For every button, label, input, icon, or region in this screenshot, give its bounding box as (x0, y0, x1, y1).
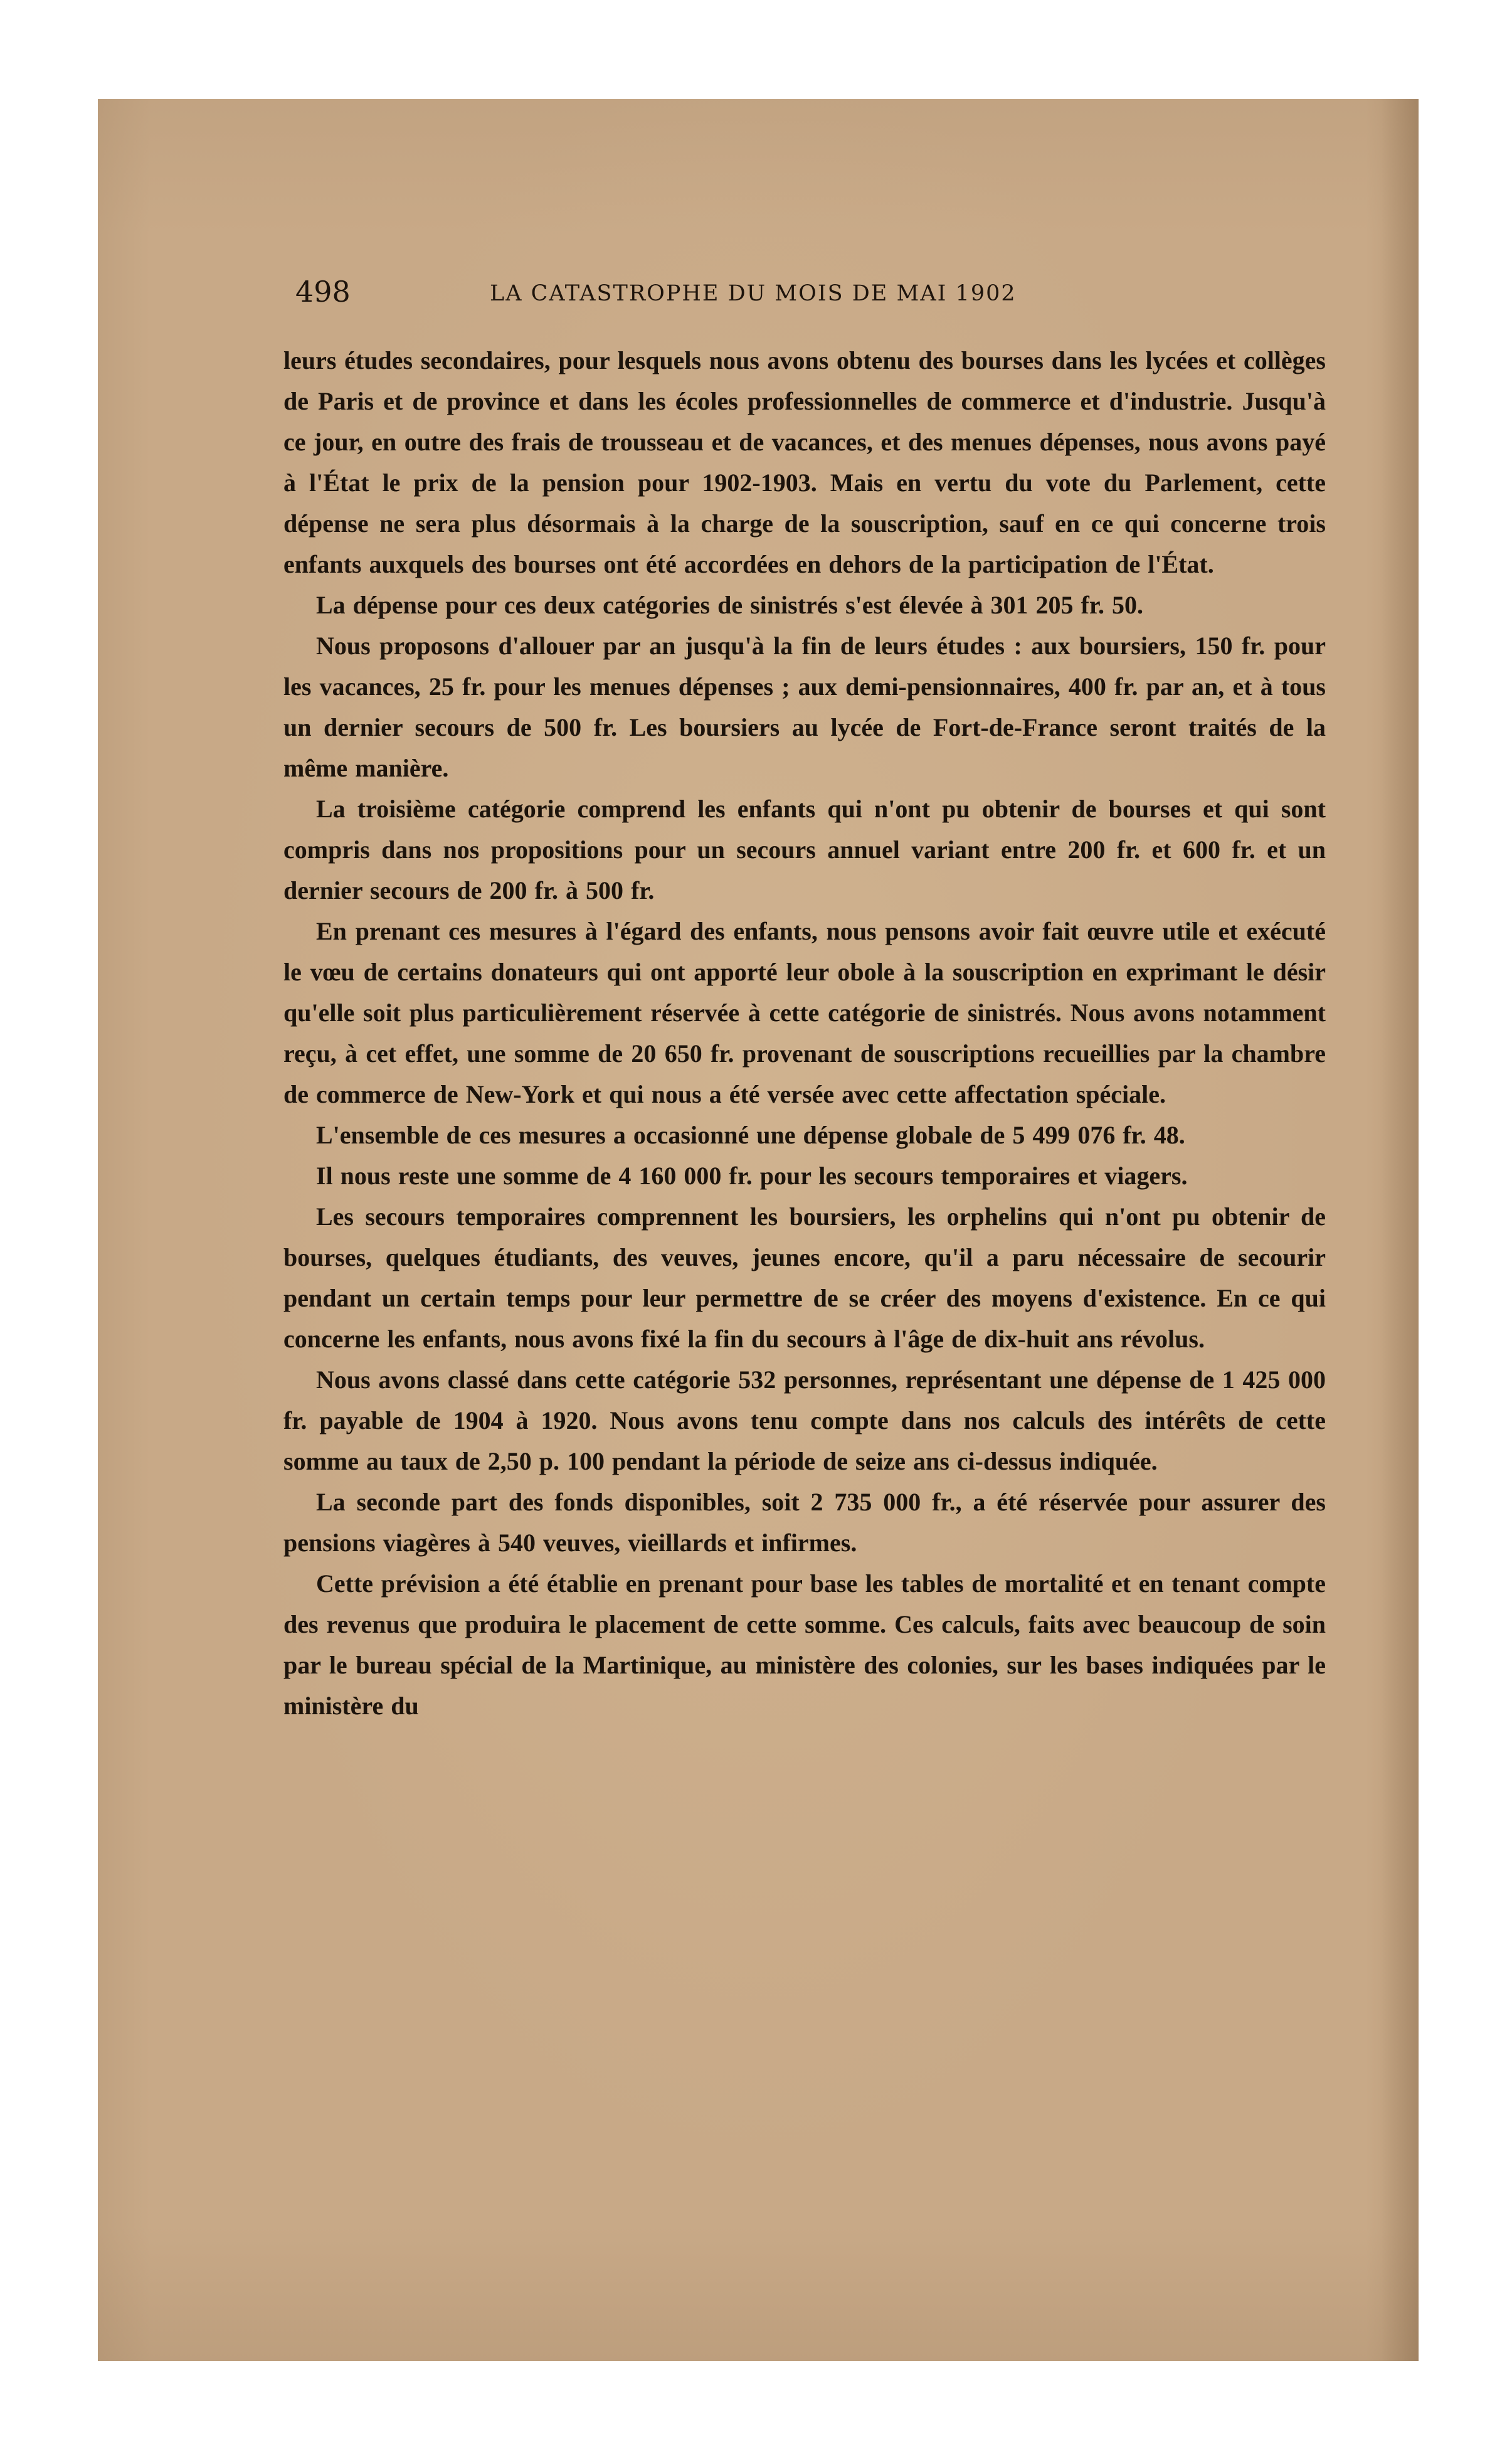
book-page (98, 99, 1419, 2361)
paragraph: La troisième catégorie comprend les enfants qui n'ont pu obtenir de bourses et qui sont compris dans nos propositions pour un secours annuel variant entre 200 fr. et 600 fr. et un dernier secours de 200 fr. à 500 fr. (283, 795, 1326, 904)
paragraph: L'ensemble de ces mesures a occasionné une dépense globale de 5 499 076 fr. 48. (316, 1121, 1185, 1149)
page-header (295, 270, 1236, 314)
paragraph: Il nous reste une somme de 4 160 000 fr. pour les secours temporaires et viagers. (316, 1162, 1188, 1190)
paragraph: La seconde part des fonds disponibles, soit 2 735 000 fr., a été réservée pour assurer des pensions viagères à 540 veuves, vieillards et infirmes. (283, 1488, 1326, 1557)
body-text (283, 340, 1326, 1726)
page-edge-shadow (1381, 99, 1419, 2361)
paragraph: En prenant ces mesures à l'égard des enfants, nous pensons avoir fait œuvre utile et exécuté le vœu de certains donateurs qui ont apporté leur obole à la souscription en exprimant le désir qu'elle soit plus particulièrement réservée à cette catégorie de sinistrés. Nous avons notamment reçu, à cet effet, une somme de 20 650 fr. provenant de souscriptions recueillies par la chambre de commerce de New-York et qui nous a été versée avec cette affectation spéciale. (283, 917, 1326, 1108)
paragraph: Nous proposons d'allouer par an jusqu'à la fin de leurs études : aux boursiers, 150 fr. pour les vacances, 25 fr. pour les menues dépenses ; aux demi-pensionnaires, 400 fr. par an, et à tous un dernier secours de 500 fr. Les boursiers au lycée de Fort-de-France seront traités de la même manière. (283, 632, 1326, 782)
paragraph: Nous avons classé dans cette catégorie 532 personnes, représentant une dépense de 1 425 000 fr. payable de 1904 à 1920. Nous avons tenu compte dans nos calculs des intérêts de cette somme au taux de 2,50 p. 100 pendant la période de seize ans ci-dessus indiquée. (283, 1366, 1326, 1475)
paragraph: La dépense pour ces deux catégories de sinistrés s'est élevée à 301 205 fr. 50. (316, 591, 1143, 619)
paragraph: Cette prévision a été établie en prenant pour base les tables de mortalité et en tenant compte des revenus que produira le placement de cette somme. Ces calculs, faits avec beaucoup de soin par le bureau spécial de la Martinique, au ministère des colonies, sur les bases indiquées par le ministère du (283, 1569, 1326, 1720)
paragraph: leurs études secondaires, pour lesquels nous avons obtenu des bourses dans les lycées et collèges de Paris et de province et dans les écoles professionnelles de commerce et d'industrie. Jusqu'à ce jour, en outre des frais de trousseau et de vacances, et des menues dépenses, nous avons payé à l'État le prix de la pension pour 1902-1903. Mais en vertu du vote du Parlement, cette dépense ne sera plus désormais à la charge de la souscription, sauf en ce qui concerne trois enfants auxquels des bourses ont été accordées en dehors de la participation de l'État. (283, 346, 1326, 578)
running-title: LA CATASTROPHE DU MOIS DE MAI 1902 (490, 281, 1017, 306)
page-number: 498 (295, 275, 351, 309)
paragraph: Les secours temporaires comprennent les boursiers, les orphelins qui n'ont pu obtenir de bourses, quelques étudiants, des veuves, jeunes encore, qu'il a paru nécessaire de secourir pendant un certain temps pour leur permettre de se créer des moyens d'existence. En ce qui concerne les enfants, nous avons fixé la fin du secours à l'âge de dix-huit ans révolus. (283, 1202, 1326, 1353)
